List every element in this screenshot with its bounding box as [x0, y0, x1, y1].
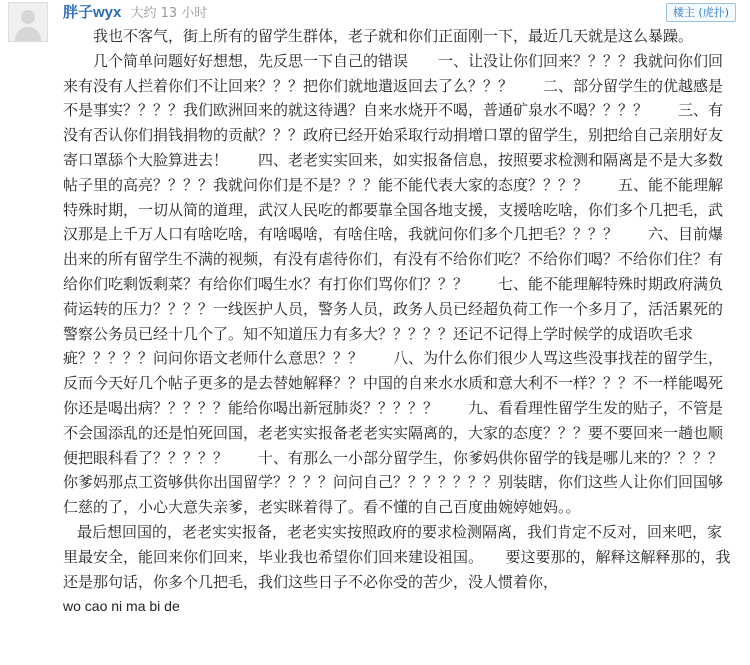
post-paragraph: wo cao ni ma bi de	[63, 598, 180, 615]
author-name-link[interactable]: 胖子wyx	[63, 4, 122, 21]
post-header	[63, 2, 207, 22]
avatar-body-shape	[15, 27, 41, 42]
avatar[interactable]	[8, 2, 48, 42]
post-paragraph: 几个简单问题好好想想，先反思一下自己的错误 一、让没让你们回来？？？？我就问你们回来有没有人拦着你们不让回来？？？把你们就地遣返回去了么？？？ 二、部分留学生的优越感是不是事实？？？？我们欧洲回来的就这待遇？自来水烧开不喝，普通矿泉水不喝？？？？ 三、有没有否认你们捐钱捐物的贡献？？？政府已经开始采取行动捐增口罩的留学生，别把给自己亲朋好友寄口罩舔个大脸算进去！ 四、老老实实回来，如实报备信息，按照要求检测和隔离是不是大多数帖子里的高亮？？？？我就问你们是不是？？？能不能代表大家的态度？？？？ 五、能不能理解特殊时期，一切从简的道理，武汉人民吃的都要靠全国各地支援，支援啥吃啥，你们多个几把毛，武汉那是上千万人口有啥吃啥，有啥喝啥，有啥住啥，我就问你们多个几把毛？？？？ 六、目前爆出来的所有留学生不满的视频，有没有虐待你们，有没有不给你们吃？不给你们喝？不给你们住？有给你们吃剩饭剩菜？有给你们喝生水？有打你们骂你们？？？ 七、能不能理解特殊时期政府满负荷运转的压力？？？？一线医护人员，警务人员，政务人员已经超负荷工作一个多月了，活活累死的警察公务员已经十几个了。知不知道压力有多大？？？？？还记不记得上学时候学的成语吹毛求疵？？？？？问问你语文老师什么意思？？？ 八、为什么你们很少人骂这些没事找茬的留学生，反而今天好几个帖子更多的是去替她解释？？中国的自来水水质和意大利不一样？？？不一样能喝死你还是喝出病？？？？？能给你喝出新冠肺炎？？？？？ 九、看看理性留学生发的贴子，不管是不会国添乱的还是怕死回国，老老实实报备老老实实隔离的，大家的态度？？？要不要回来一趟也顺便把眼科看了？？？？？ 十、有那么一小部分留学生，你爹妈供你留学的钱是哪儿来的？？？？你爹妈那点工资够供你出国留学？？？？问问自己？？？？？？？别装瞎，你们这些人让你们回国够仁慈的了，小心大意失亲爹，老实眯着得了。看不懂的自己百度曲婉婷她妈。。	[63, 51, 724, 517]
post-content	[63, 24, 731, 619]
post-timestamp: 大约 13 小时	[130, 6, 208, 21]
post-paragraph: 我也不客气，街上所有的留学生群体，老子就和你们正面刚一下，最近几天就是这么暴躁。	[93, 27, 694, 45]
post-paragraph: 最后想回国的，老老实实报备，老老实实按照政府的要求检测隔离，我们肯定不反对，回来吧，家里最安全，能回来你们回来，毕业我也希望你们回来建设祖国。 要这要那的，解释这解释那的，我还是那句话，你多个几把毛，我们这些日子不必你受的苦少，没人惯着你，	[63, 522, 731, 591]
avatar-head-shape	[21, 10, 35, 24]
op-badge: 楼主 (虎扑)	[666, 3, 736, 22]
